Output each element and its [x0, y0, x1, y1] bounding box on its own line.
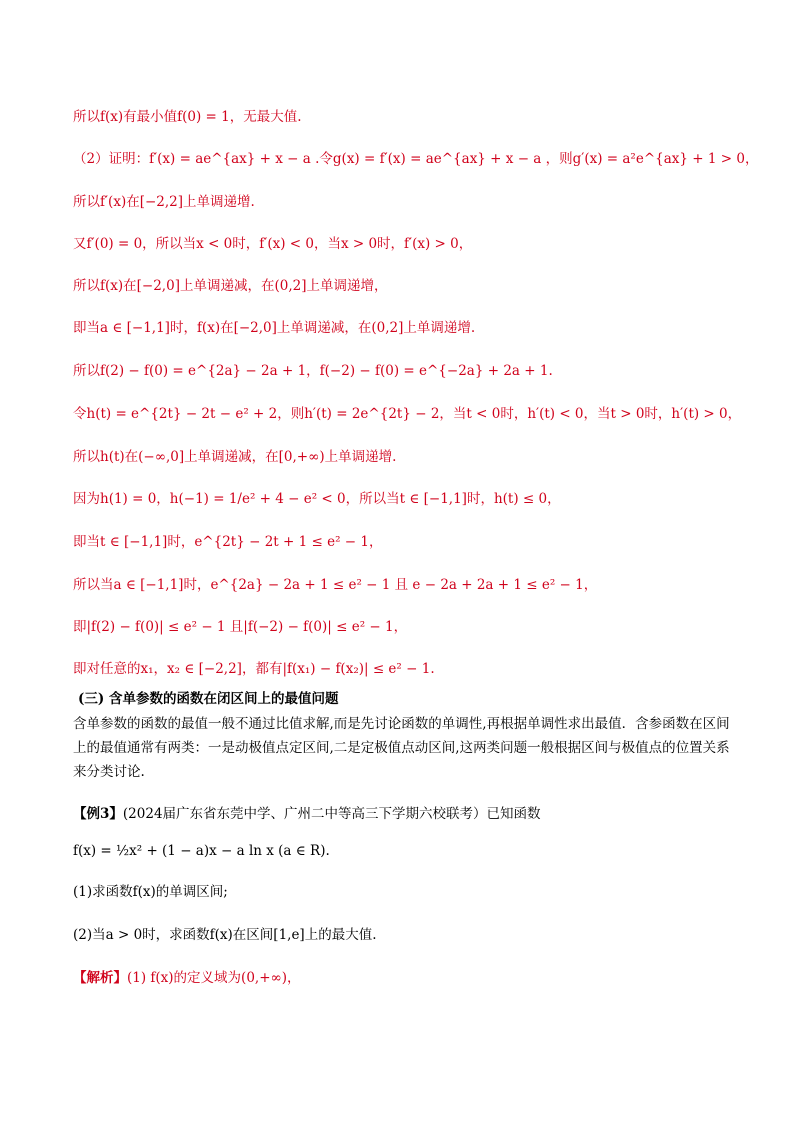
- proof-line-12: 即|f(2) − f(0)| ≤ e² − 1 且|f(−2) − f(0)| ≤ e² − 1，: [73, 619, 408, 635]
- analysis-text: (1) f(x)的定义域为(0,+∞)，: [127, 970, 301, 986]
- example-label: 【例3】: [73, 806, 123, 822]
- proof-line-5: 即当a ∈ [−1,1]时，f(x)在[−2,0]上单调递减，在(0,2]上单调递增.: [73, 320, 476, 336]
- proof-line-2: 所以f′(x)在[−2,2]上单调递增.: [73, 194, 255, 210]
- question-1: (1)求函数f(x)的单调区间;: [73, 884, 228, 900]
- proof-line-6: 所以f(2) − f(0) = e^{2a} − 2a + 1，f(−2) − f(0) = e^{−2a} + 2a + 1.: [73, 363, 553, 379]
- analysis-label: 【解析】: [73, 970, 127, 986]
- question-2: (2)当a > 0时，求函数f(x)在区间[1,e]上的最大值.: [73, 927, 377, 943]
- proof-line-8: 所以h(t)在(−∞,0]上单调递减，在[0,+∞)上单调递增.: [73, 449, 397, 465]
- proof-line-9: 因为h(1) = 0，h(−1) = 1/e² + 4 − e² < 0，所以当t ∈ [−1,1]时，h(t) ≤ 0，: [73, 491, 561, 507]
- analysis-line: [73, 969, 301, 987]
- example-source: (2024届广东省东莞中学、广州二中等高三下学期六校联考）已知函数: [122, 806, 541, 822]
- proof-line-7: 令h(t) = e^{2t} − 2t − e² + 2，则h′(t) = 2e^{2t} − 2，当t < 0时，h′(t) < 0，当t > 0时，h′(t) > 0，: [73, 406, 742, 422]
- proof-line-10: 即当t ∈ [−1,1]时，e^{2t} − 2t + 1 ≤ e² − 1，: [73, 534, 383, 550]
- proof-line-1: （2）证明：f′(x) = ae^{ax} + x − a .令g(x) = f′(x) = ae^{ax} + x − a ，则g′(x) = a²e^{ax} + 1 > 0，: [73, 151, 759, 167]
- proof-line-13: 即对任意的x₁，x₂ ∈ [−2,2]，都有|f(x₁) − f(x₂)| ≤ e² − 1.: [73, 661, 435, 677]
- section-paragraph: 含单参数的函数的最值一般不通过比值求解,而是先讨论函数的单调性,再根据单调性求出最值．含参函数在区间上的最值通常有两类：一是动极值点定区间,二是定极值点动区间,这两类问题一般根据区间与极值点的位置关系来分类讨论.: [73, 716, 730, 780]
- example-function: f(x) = ½x² + (1 − a)x − a ln x (a ∈ R).: [73, 843, 330, 859]
- example-intro: [73, 805, 541, 823]
- proof-line-3: 又f′(0) = 0，所以当x < 0时，f′(x) < 0，当x > 0时，f′(x) > 0，: [73, 236, 473, 252]
- section-heading: (三) 含单参数的函数在闭区间上的最值问题: [78, 691, 339, 707]
- part1-conclusion: 所以f(x)有最小值f(0) = 1，无最大值.: [73, 109, 302, 125]
- proof-line-11: 所以当a ∈ [−1,1]时，e^{2a} − 2a + 1 ≤ e² − 1 且 e − 2a + 2a + 1 ≤ e² − 1，: [73, 577, 598, 593]
- proof-line-4: 所以f(x)在[−2,0]上单调递减，在(0,2]上单调递增，: [73, 278, 388, 294]
